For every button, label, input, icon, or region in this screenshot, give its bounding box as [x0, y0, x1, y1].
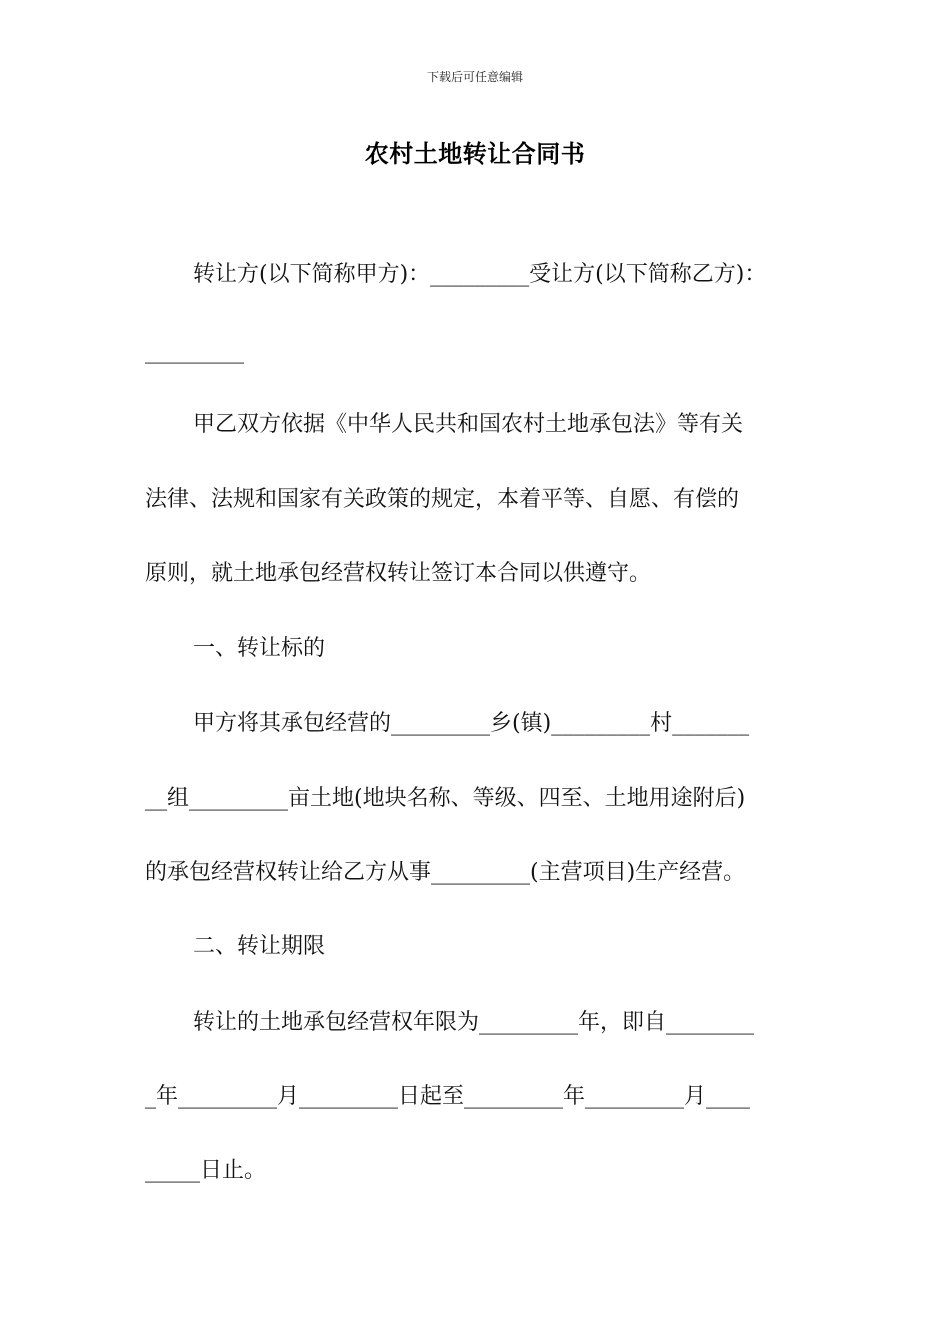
section-2-heading: 二、转让期限 [193, 934, 326, 959]
section-1-line-1: 甲方将其承包经营的_________乡(镇)_________村_______ [193, 711, 750, 736]
parties-line: 转让方(以下简称甲方)：_________受让方(以下简称乙方)： [193, 262, 767, 287]
preamble-line-3: 原则，就土地承包经营权转让签订本合同以供遵守。 [145, 561, 652, 586]
preamble-line-1: 甲乙双方依据《中华人民共和国农村土地承包法》等有关 [193, 412, 744, 437]
section-1-line-3: 的承包经营权转让给乙方从事_________(主营项目)生产经营。 [145, 860, 746, 885]
preamble-line-2: 法律、法规和国家有关政策的规定，本着平等、自愿、有偿的 [145, 487, 740, 512]
section-1-line-2: __组_________亩土地(地块名称、等级、四至、土地用途附后) [145, 786, 746, 811]
section-2-line-2: _年_________月_________日起至_________年_________月____ [145, 1084, 751, 1109]
section-1-heading: 一、转让标的 [193, 636, 326, 661]
header-note: 下载后可任意编辑 [426, 70, 523, 84]
section-2-line-1: 转让的土地承包经营权年限为_________年，即自________ [193, 1010, 755, 1035]
parties-line-continuation: _________ [145, 339, 244, 364]
document-title: 农村土地转让合同书 [364, 140, 586, 168]
section-2-line-3: _____日止。 [145, 1158, 267, 1183]
